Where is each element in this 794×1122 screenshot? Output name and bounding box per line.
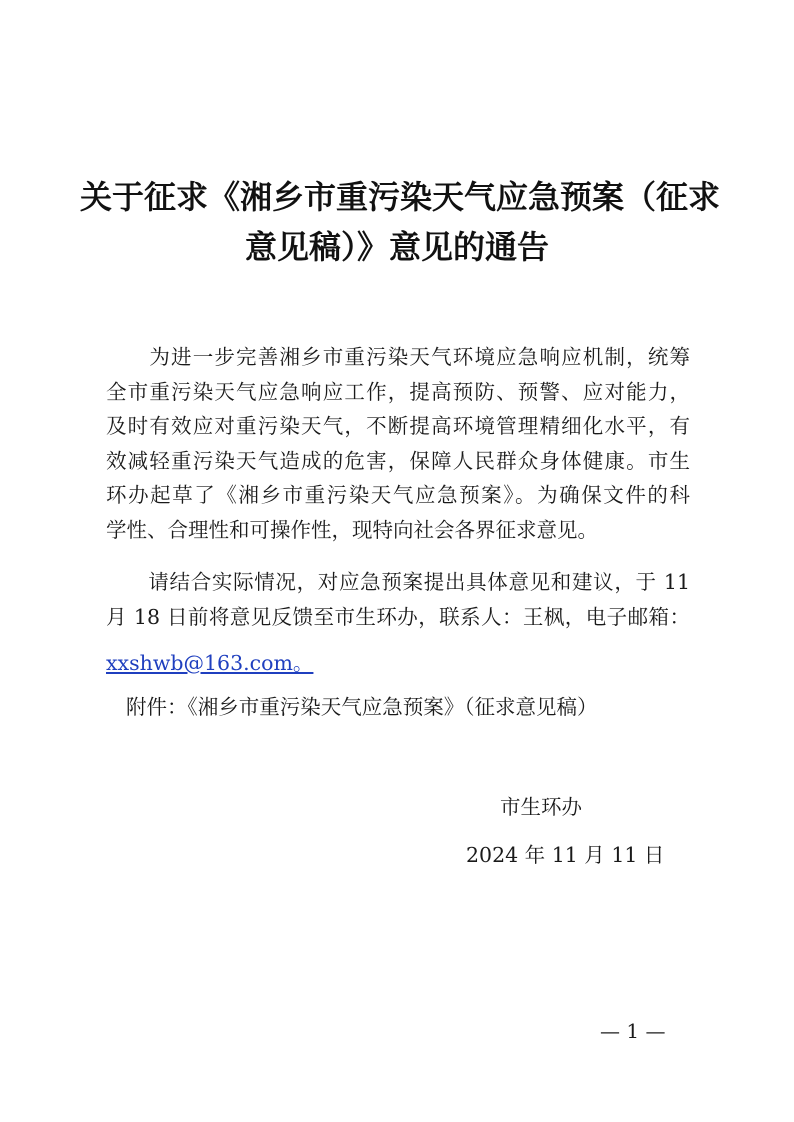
email-line [106,646,313,680]
paragraph-line: 学性、合理性和可操作性，现特向社会各界征求意见。 [106,517,598,542]
signature-date: 2024 年 11 月 11 日 [466,843,665,867]
attachment-note: 附件：《湘乡市重污染天气应急预案》（征求意见稿） [126,695,598,719]
paragraph-line: 效减轻重污染天气造成的危害，保障人民群众身体健康。市生 [106,448,690,473]
title-line-2: 意见稿）》意见的通告 [244,228,549,266]
paragraph-line: 全市重污染天气应急响应工作，提高预防、预警、应对能力， [106,379,690,404]
document-title [80,172,721,272]
paragraph-line: 请结合实际情况，对应急预案提出具体意见和建议，于 11 [106,570,690,594]
body-paragraph-1 [106,340,690,548]
body-paragraph-2 [106,565,690,634]
paragraph-line: 及时有效应对重污染天气，不断提高环境管理精细化水平，有 [106,414,690,439]
title-line-1: 关于征求《湘乡市重污染天气应急预案（征求 [80,178,721,216]
paragraph-line: 月 18 日前将意见反馈至市生环办，联系人：王枫，电子邮箱： [106,604,690,629]
signature-org: 市生环办 [500,795,582,819]
paragraph-line: 为进一步完善湘乡市重污染天气环境应急响应机制，统筹 [106,345,690,369]
paragraph-line: 环办起草了《湘乡市重污染天气应急预案》。为确保文件的科 [106,483,690,508]
page-number: — 1 — [600,1019,666,1043]
email-link[interactable]: xxshwb@163.com。 [106,651,314,675]
